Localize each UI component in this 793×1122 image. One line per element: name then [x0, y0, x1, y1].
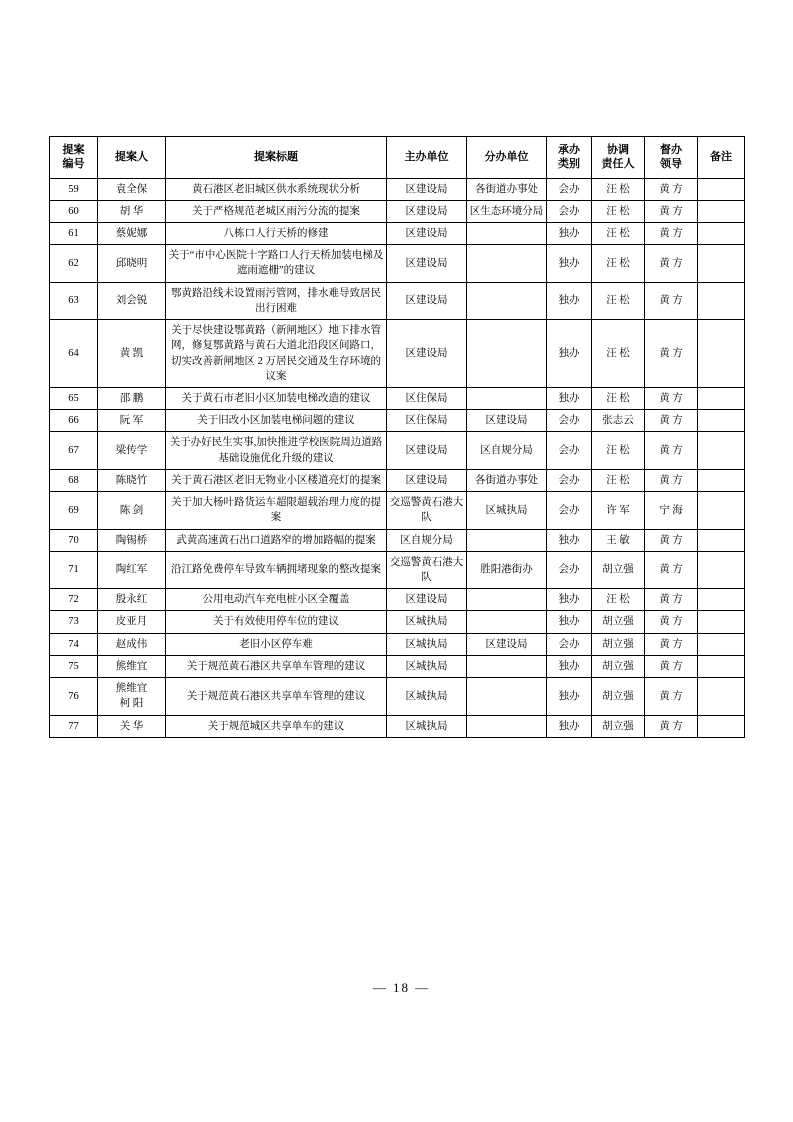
cell-supervisor: 黄 方 — [645, 715, 698, 737]
cell-proposer: 陶锡桥 — [98, 529, 166, 551]
cell-proposer: 皮亚月 — [98, 611, 166, 633]
cell-supervisor: 黄 方 — [645, 432, 698, 469]
cell-handling-type: 独办 — [547, 655, 592, 677]
header-line-1: 提案 — [62, 144, 85, 156]
column-header-proposal-number — [50, 137, 98, 179]
table-row — [50, 551, 745, 588]
column-header-coordinator — [592, 137, 645, 179]
cell-handling-type: 独办 — [547, 223, 592, 245]
cell-main-unit: 区城执局 — [387, 715, 467, 737]
cell-proposer: 邱晓明 — [98, 245, 166, 282]
cell-supervisor: 黄 方 — [645, 678, 698, 715]
header-line-2: 领导 — [660, 158, 682, 171]
cell-proposal-number: 65 — [50, 388, 98, 410]
cell-handling-type: 独办 — [547, 320, 592, 388]
cell-proposal-number: 59 — [50, 178, 98, 200]
cell-main-unit: 区建设局 — [387, 469, 467, 491]
cell-coordinator: 胡立强 — [592, 611, 645, 633]
cell-proposal-number: 64 — [50, 320, 98, 388]
cell-sub-unit — [467, 245, 547, 282]
cell-sub-unit — [467, 678, 547, 715]
column-header-remark: 备注 — [698, 137, 745, 179]
table-row — [50, 388, 745, 410]
cell-supervisor: 黄 方 — [645, 200, 698, 222]
cell-proposal-number: 71 — [50, 551, 98, 588]
header-line-1: 协调 — [607, 144, 629, 156]
cell-handling-type: 独办 — [547, 611, 592, 633]
cell-main-unit: 区自规分局 — [387, 529, 467, 551]
cell-proposal-number: 63 — [50, 282, 98, 319]
cell-proposer: 袁全保 — [98, 178, 166, 200]
cell-remark — [698, 633, 745, 655]
cell-supervisor: 黄 方 — [645, 320, 698, 388]
cell-title: 公用电动汽车充电桩小区全覆盖 — [166, 589, 387, 611]
cell-remark — [698, 410, 745, 432]
cell-title: 关于规范黄石港区共享单车管理的建议 — [166, 678, 387, 715]
cell-supervisor: 黄 方 — [645, 655, 698, 677]
cell-handling-type: 独办 — [547, 715, 592, 737]
column-header-sub-unit: 分办单位 — [467, 137, 547, 179]
cell-main-unit: 区城执局 — [387, 611, 467, 633]
cell-title: 关于旧改小区加装电梯问题的建议 — [166, 410, 387, 432]
cell-proposal-number: 74 — [50, 633, 98, 655]
cell-proposer: 黄 凯 — [98, 320, 166, 388]
cell-coordinator: 汪 松 — [592, 469, 645, 491]
cell-sub-unit: 胜阳港街办 — [467, 551, 547, 588]
cell-sub-unit — [467, 388, 547, 410]
cell-main-unit: 交巡警黄石港大队 — [387, 492, 467, 529]
cell-remark — [698, 432, 745, 469]
cell-coordinator: 胡立强 — [592, 633, 645, 655]
cell-proposal-number: 67 — [50, 432, 98, 469]
cell-sub-unit — [467, 655, 547, 677]
cell-proposal-number: 62 — [50, 245, 98, 282]
cell-sub-unit — [467, 320, 547, 388]
cell-remark — [698, 611, 745, 633]
cell-proposer: 关 华 — [98, 715, 166, 737]
cell-main-unit: 区建设局 — [387, 223, 467, 245]
cell-proposer: 熊维宜 — [98, 655, 166, 677]
cell-handling-type: 会办 — [547, 410, 592, 432]
header-line-2: 类别 — [558, 158, 580, 171]
cell-main-unit: 区城执局 — [387, 655, 467, 677]
table-row — [50, 492, 745, 529]
cell-coordinator: 汪 松 — [592, 178, 645, 200]
cell-coordinator: 汪 松 — [592, 432, 645, 469]
table-row — [50, 678, 745, 715]
cell-main-unit: 区建设局 — [387, 432, 467, 469]
cell-handling-type: 独办 — [547, 529, 592, 551]
cell-title: 鄂黄路沿线未设置雨污管网，排水难导致居民出行困难 — [166, 282, 387, 319]
cell-proposal-number: 76 — [50, 678, 98, 715]
cell-proposer: 邵 鹏 — [98, 388, 166, 410]
cell-remark — [698, 200, 745, 222]
cell-main-unit: 区住保局 — [387, 410, 467, 432]
cell-coordinator: 汪 松 — [592, 200, 645, 222]
cell-remark — [698, 282, 745, 319]
cell-handling-type: 会办 — [547, 432, 592, 469]
cell-proposer: 陈 剑 — [98, 492, 166, 529]
cell-sub-unit — [467, 223, 547, 245]
cell-proposal-number: 69 — [50, 492, 98, 529]
cell-remark — [698, 715, 745, 737]
cell-title: 关于规范黄石港区共享单车管理的建议 — [166, 655, 387, 677]
cell-proposal-number: 77 — [50, 715, 98, 737]
cell-proposer: 胡 华 — [98, 200, 166, 222]
table-row — [50, 529, 745, 551]
cell-remark — [698, 529, 745, 551]
cell-coordinator: 胡立强 — [592, 715, 645, 737]
cell-handling-type: 独办 — [547, 678, 592, 715]
cell-sub-unit — [467, 282, 547, 319]
cell-proposal-number: 61 — [50, 223, 98, 245]
cell-proposal-number: 68 — [50, 469, 98, 491]
cell-sub-unit: 区生态环境分局 — [467, 200, 547, 222]
table-row — [50, 655, 745, 677]
cell-remark — [698, 469, 745, 491]
cell-remark — [698, 655, 745, 677]
header-line-2: 责任人 — [601, 158, 635, 171]
cell-proposer: 蔡妮娜 — [98, 223, 166, 245]
table-row — [50, 282, 745, 319]
cell-proposer: 赵成伟 — [98, 633, 166, 655]
cell-sub-unit: 区建设局 — [467, 633, 547, 655]
cell-handling-type: 独办 — [547, 388, 592, 410]
table-row — [50, 589, 745, 611]
cell-title: 沿江路免费停车导致车辆拥堵现象的整改提案 — [166, 551, 387, 588]
cell-proposer: 殷永红 — [98, 589, 166, 611]
table-row — [50, 178, 745, 200]
table-row — [50, 611, 745, 633]
cell-sub-unit: 各街道办事处 — [467, 469, 547, 491]
cell-main-unit: 交巡警黄石港大队 — [387, 551, 467, 588]
column-header-handling-type — [547, 137, 592, 179]
cell-remark — [698, 320, 745, 388]
cell-coordinator: 胡立强 — [592, 551, 645, 588]
cell-supervisor: 黄 方 — [645, 529, 698, 551]
cell-coordinator: 许 军 — [592, 492, 645, 529]
cell-handling-type: 会办 — [547, 633, 592, 655]
cell-title: 关于规范城区共享单车的建议 — [166, 715, 387, 737]
page-number: — 18 — — [372, 980, 431, 995]
cell-sub-unit — [467, 589, 547, 611]
table-row — [50, 200, 745, 222]
cell-supervisor: 黄 方 — [645, 282, 698, 319]
cell-sub-unit: 区建设局 — [467, 410, 547, 432]
cell-title: 关于“市中心医院十字路口人行天桥加装电梯及遮雨遮栅”的建议 — [166, 245, 387, 282]
cell-supervisor: 黄 方 — [645, 589, 698, 611]
cell-supervisor: 黄 方 — [645, 388, 698, 410]
cell-title: 关于办好民生实事,加快推进学校医院周边道路基础设施优化升级的建议 — [166, 432, 387, 469]
cell-proposal-number: 75 — [50, 655, 98, 677]
cell-handling-type: 会办 — [547, 551, 592, 588]
cell-main-unit: 区建设局 — [387, 320, 467, 388]
table-row — [50, 633, 745, 655]
cell-sub-unit: 区城执局 — [467, 492, 547, 529]
cell-handling-type: 会办 — [547, 492, 592, 529]
cell-title: 关于黄石港区老旧无物业小区楼道亮灯的提案 — [166, 469, 387, 491]
cell-supervisor: 黄 方 — [645, 633, 698, 655]
cell-title: 武黄高速黄石出口道路窄的增加路幅的提案 — [166, 529, 387, 551]
cell-remark — [698, 388, 745, 410]
cell-title: 八栋口人行天桥的修建 — [166, 223, 387, 245]
cell-coordinator: 汪 松 — [592, 245, 645, 282]
cell-main-unit: 区城执局 — [387, 678, 467, 715]
cell-coordinator: 汪 松 — [592, 388, 645, 410]
cell-sub-unit — [467, 529, 547, 551]
table-row — [50, 432, 745, 469]
cell-main-unit: 区建设局 — [387, 245, 467, 282]
cell-title: 关于尽快建设鄂黄路（新闸地区）地下排水管网，修复鄂黄路与黄石大道北沿段区间路口，切实改善新闸地区 2 万居民交通及生存环境的议案 — [166, 320, 387, 388]
cell-remark — [698, 223, 745, 245]
cell-title: 黄石港区老旧城区供水系统现状分析 — [166, 178, 387, 200]
cell-handling-type: 会办 — [547, 178, 592, 200]
table-row — [50, 223, 745, 245]
cell-proposal-number: 66 — [50, 410, 98, 432]
cell-coordinator: 王 敏 — [592, 529, 645, 551]
cell-title: 老旧小区停车难 — [166, 633, 387, 655]
cell-remark — [698, 492, 745, 529]
cell-title: 关于黄石市老旧小区加装电梯改造的建议 — [166, 388, 387, 410]
header-line-1: 督办 — [660, 144, 682, 156]
cell-supervisor: 黄 方 — [645, 245, 698, 282]
cell-proposer: 阮 军 — [98, 410, 166, 432]
column-header-supervisor — [645, 137, 698, 179]
table-row — [50, 245, 745, 282]
cell-handling-type: 独办 — [547, 589, 592, 611]
table-row — [50, 715, 745, 737]
cell-proposer: 陈晓竹 — [98, 469, 166, 491]
cell-sub-unit: 区自规分局 — [467, 432, 547, 469]
cell-coordinator: 汪 松 — [592, 223, 645, 245]
cell-coordinator: 胡立强 — [592, 655, 645, 677]
cell-main-unit: 区建设局 — [387, 178, 467, 200]
cell-proposal-number: 60 — [50, 200, 98, 222]
cell-proposal-number: 72 — [50, 589, 98, 611]
cell-handling-type: 会办 — [547, 200, 592, 222]
cell-main-unit: 区住保局 — [387, 388, 467, 410]
cell-supervisor: 黄 方 — [645, 178, 698, 200]
cell-proposer: 梁传学 — [98, 432, 166, 469]
cell-supervisor: 黄 方 — [645, 551, 698, 588]
cell-main-unit: 区建设局 — [387, 589, 467, 611]
cell-proposer: 熊维宜 柯 阳 — [98, 678, 166, 715]
cell-remark — [698, 589, 745, 611]
cell-coordinator: 张志云 — [592, 410, 645, 432]
column-header-proposer: 提案人 — [98, 137, 166, 179]
table-header-row — [50, 137, 745, 179]
cell-remark — [698, 178, 745, 200]
column-header-main-unit: 主办单位 — [387, 137, 467, 179]
cell-remark — [698, 678, 745, 715]
cell-supervisor: 黄 方 — [645, 223, 698, 245]
cell-coordinator: 汪 松 — [592, 589, 645, 611]
cell-sub-unit — [467, 611, 547, 633]
cell-title: 关于严格规范老城区雨污分流的提案 — [166, 200, 387, 222]
table-row — [50, 410, 745, 432]
cell-coordinator: 汪 松 — [592, 320, 645, 388]
column-header-title: 提案标题 — [166, 137, 387, 179]
table-body — [50, 178, 745, 737]
cell-remark — [698, 551, 745, 588]
proposal-table — [49, 136, 745, 738]
cell-proposal-number: 70 — [50, 529, 98, 551]
cell-main-unit: 区建设局 — [387, 200, 467, 222]
cell-supervisor: 黄 方 — [645, 469, 698, 491]
cell-proposer: 陶红军 — [98, 551, 166, 588]
cell-coordinator: 胡立强 — [592, 678, 645, 715]
table-row — [50, 469, 745, 491]
cell-title: 关于加大杨叶路货运车超限超载治理力度的提案 — [166, 492, 387, 529]
cell-coordinator: 汪 松 — [592, 282, 645, 319]
cell-title: 关于有效使用停车位的建议 — [166, 611, 387, 633]
cell-handling-type: 独办 — [547, 245, 592, 282]
cell-main-unit: 区建设局 — [387, 282, 467, 319]
cell-proposal-number: 73 — [50, 611, 98, 633]
cell-main-unit: 区城执局 — [387, 633, 467, 655]
cell-handling-type: 会办 — [547, 469, 592, 491]
table-header — [50, 137, 745, 179]
header-line-2: 编号 — [62, 158, 85, 171]
cell-remark — [698, 245, 745, 282]
cell-supervisor: 黄 方 — [645, 410, 698, 432]
cell-proposer: 刘会锐 — [98, 282, 166, 319]
table-row — [50, 320, 745, 388]
cell-sub-unit: 各街道办事处 — [467, 178, 547, 200]
header-line-1: 承办 — [558, 144, 580, 156]
cell-supervisor: 宁 海 — [645, 492, 698, 529]
cell-supervisor: 黄 方 — [645, 611, 698, 633]
cell-sub-unit — [467, 715, 547, 737]
cell-handling-type: 独办 — [547, 282, 592, 319]
